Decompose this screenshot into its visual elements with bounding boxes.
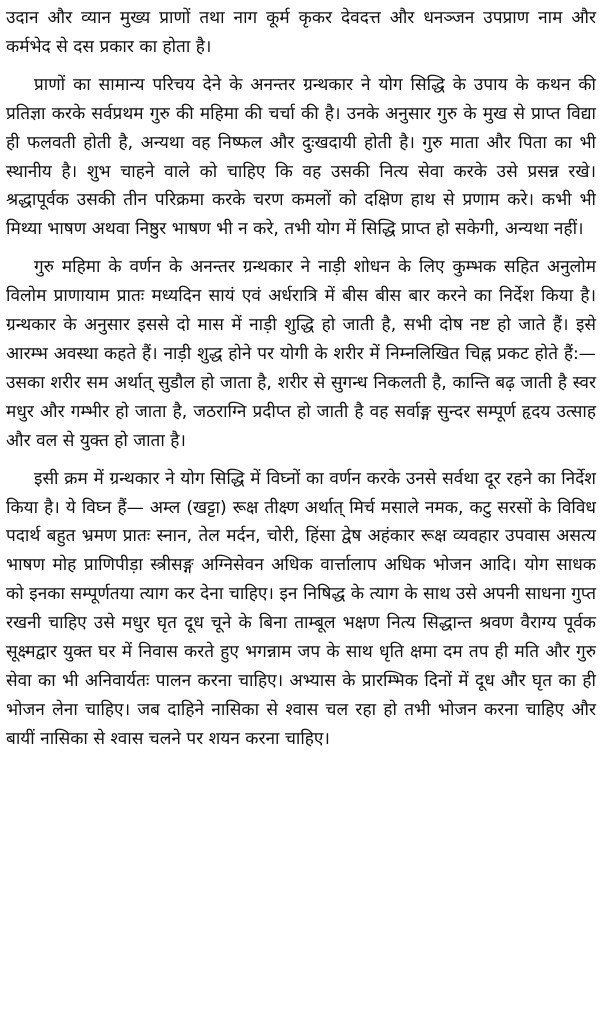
paragraph-2: प्राणों का सामान्य परिचय देने के अनन्तर ग्रन्थकार ने योग सिद्धि के उपाय के कथन की प्रतिज्ञा करके सर्वप्रथम गुरु की महिमा की चर्चा की है। उनके अनुसार गुरु के मुख से प्राप्त विद्या ही फलवती होती है, अन्यथा वह निष्फल और दुःखदायी होती है। गुरु माता और पिता का भी स्थानीय है। शुभ चाहने वाले को चाहिए कि वह उसकी नित्य सेवा करके उसे प्रसन्न रखे। श्रद्धापूर्वक उसकी तीन परिक्रमा करके चरण कमलों को दक्षिण हाथ से प्रणाम करे। कभी भी मिथ्या भाषण अथवा निष्ठुर भाषण भी न करे, तभी योग में सिद्धि प्राप्त हो सकेगी, अन्यथा नहीं। [6, 74, 596, 240]
paragraph-3: गुरु महिमा के वर्णन के अनन्तर ग्रन्थकार ने नाड़ी शोधन के लिए कुम्भक सहित अनुलोम विलोम प्राणायाम प्रातः मध्यदिन सायं एवं अर्धरात्रि में बीस बीस बार करने का निर्देश किया है। ग्रन्थकार के अनुसार इससे दो मास में नाड़ी शुद्धि हो जाती है, सभी दोष नष्ट हो जाते हैं। इसे आरम्भ अवस्था कहते हैं। नाड़ी शुद्ध होने पर योगी के शरीर में निम्नलिखित चिह्न प्रकट होते हैं:— उसका शरीर सम अर्थात् सुडौल हो जाता है, शरीर से सुगन्ध निकलती है, कान्ति बढ़ जाती है स्वर मधुर और गम्भीर हो जाता है, जठराग्नि प्रदीप्त हो जाती है वह सर्वाङ्ग सुन्दर सम्पूर्ण हृदय उत्साह और वल से युक्त हो जाता है। [6, 257, 596, 451]
paragraph-4: इसी क्रम में ग्रन्थकार ने योग सिद्धि में विघ्नों का वर्णन करके उनसे सर्वथा दूर रहने का निर्देश किया है। ये विघ्न हैं— अम्ल (खट्टा) रूक्ष तीक्ष्ण अर्थात् मिर्च मसाले नमक, कटु सरसों के विविध पदार्थ बहुत भ्रमण प्रातः स्नान, तेल मर्दन, चोरी, हिंसा द्वेष अहंकार रूक्ष व्यवहार उपवास असत्य भाषण मोह प्राणिपीड़ा स्त्रीसङ्ग अग्निसेवन अधिक वार्त्तालाप अधिक भोजन आदि। योग साधक को इनका सम्पूर्णतया त्याग कर देना चाहिए। इन निषिद्ध के त्याग के साथ उसे अपनी साधना गुप्त रखनी चाहिए उसे मधुर घृत दूध चूने के बिना ताम्बूल भक्षण नित्य सिद्धान्त श्रवण वैराग्य पूर्वक सूक्ष्मद्वार युक्त घर में निवास करते हुए भगन्नाम जप के साथ धृति क्षमा दम तप ही मति और गुरु सेवा का भी अनिवार्यतः पालन करना चाहिए। अभ्यास के प्रारम्भिक दिनों में दूध और घृत का ही भोजन लेना चाहिए। जब दाहिने नासिका से श्वास चल रहा हो तभी भोजन करना चाहिए और बायीं नासिका से श्वास चलने पर शयन करना चाहिए। [6, 468, 596, 749]
paragraph-1: उदान और व्यान मुख्य प्राणों तथा नाग कूर्म कृकर देवदत्त और धनञ्जन उपप्राण नाम और कर्मभेद से दस प्रकार का होता है। [6, 8, 596, 57]
